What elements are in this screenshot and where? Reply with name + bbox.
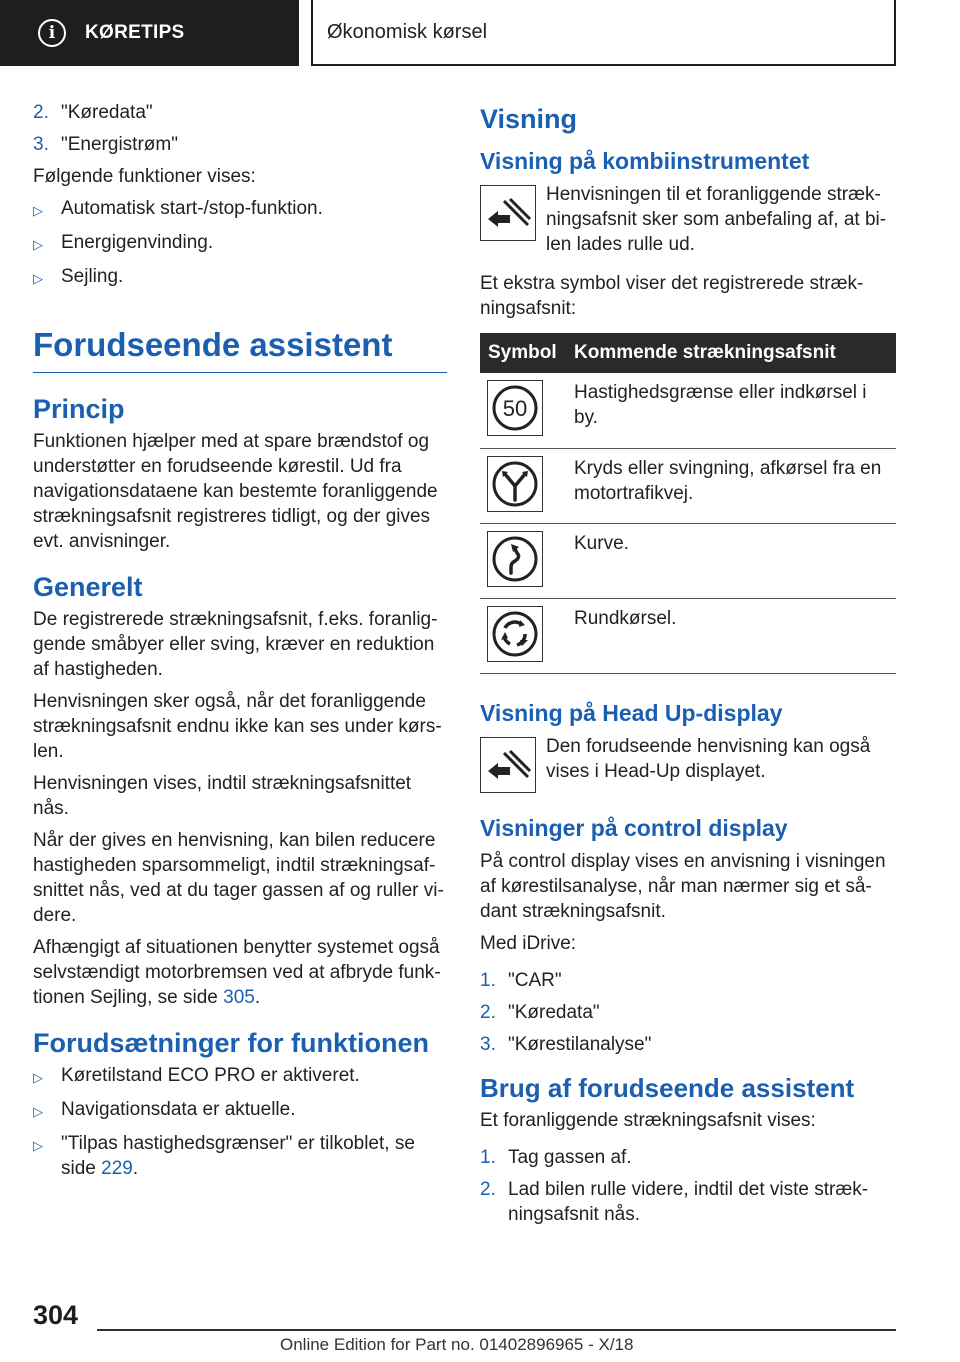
triangle-bullet-icon: ▷: [33, 1070, 43, 1085]
svg-text:50: 50: [502, 396, 528, 421]
table-header-symbol: Symbol: [480, 333, 566, 373]
list-item: 1. Tag gassen af.: [480, 1146, 632, 1168]
generelt-paragraph: Henvisningen sker også, når det foranliggende strækningsafsnit endnu ikke kan ses under kørslen.: [33, 691, 442, 762]
right-column: [480, 100, 896, 1234]
generelt-paragraph: De registrerede strækningsafsnit, f.eks. foranliggende småbyer eller sving, kræver en reduktion af hastigheden.: [33, 609, 438, 680]
roundabout-icon: [487, 606, 543, 662]
triangle-bullet-icon: ▷: [33, 1138, 43, 1153]
table-header-desc: Kommende strækningsafsnit: [566, 333, 896, 373]
list-item: 3. "Kørestilanalyse": [480, 1033, 652, 1055]
brug-heading: Brug af forudseende assistent: [480, 1072, 855, 1103]
triangle-bullet-icon: ▷: [33, 203, 43, 218]
idrive-intro: Med iDrive:: [480, 932, 577, 954]
extra-symbol-text: Et ekstra symbol viser det registrerede strækningsafsnit:: [480, 273, 864, 319]
list-item: 2. "Køredata": [33, 102, 153, 123]
footer-divider: [97, 1329, 896, 1331]
control-text: På control display vises en anvisning i visningen af kørestilsanalyse, når man nærmer sig et sådant strækningsafsnit.: [480, 850, 886, 922]
page-header: [0, 0, 960, 66]
list-item: 1. "CAR": [480, 969, 562, 991]
coasting-hint-icon: [480, 185, 536, 241]
curve-icon: [487, 531, 543, 587]
forudsaetninger-heading: Forudsætninger for funktionen: [33, 1028, 429, 1058]
bullet-item: ▷ Sejling.: [33, 264, 447, 291]
brug-intro: Et foranliggende strækningsafsnit vises:: [480, 1109, 816, 1131]
symbol-table: [480, 333, 896, 674]
triangle-bullet-icon: ▷: [33, 1104, 43, 1119]
table-row: 50 Hastighedsgrænse eller indkørsel i by.: [480, 373, 896, 448]
princip-heading: Princip: [33, 394, 125, 424]
info-icon: i: [38, 19, 66, 47]
kombi-heading: Visning på kombiinstrumentet: [480, 148, 810, 174]
bullet-item: ▷ Køretilstand ECO PRO er aktiveret.: [33, 1063, 447, 1090]
generelt-heading: Generelt: [33, 572, 143, 602]
control-heading: Visninger på control display: [480, 814, 788, 841]
generelt-paragraph: Når der gives en henvisning, kan bilen reducere hastigheden sparsommeligt, indtil strækningsafsnittet nås, ved at du tager gassen af og ruller videre.: [33, 830, 444, 926]
visning-heading: Visning: [480, 104, 578, 134]
section-heading: Forudseende assistent: [33, 324, 447, 373]
list-item: 2. "Køredata": [480, 1001, 600, 1023]
chapter-tab: [311, 0, 896, 66]
chapter-title: Økonomisk kørsel: [327, 20, 488, 43]
princip-text: Funktionen hjælper med at spare brændstof og understøtter en forudseende kørestil. Ud fra navigationsdataene kan bestemte foranliggende strækningsafsnit registreres tidligt, og der gives evt. anvisninger.: [33, 431, 438, 552]
bullet-item: ▷ Navigationsdata er aktuelle.: [33, 1097, 447, 1124]
triangle-bullet-icon: ▷: [33, 271, 43, 286]
generelt-paragraph: Afhængigt af situationen benytter systemet også selvstændigt motorbremsen ved at afbryde funktionen Sejling, se side 305.: [33, 937, 441, 1008]
page-link-305[interactable]: 305: [223, 987, 255, 1008]
bullet-item: ▷ Energigenvinding.: [33, 230, 447, 257]
list-item: 3. "Energistrøm": [33, 134, 178, 155]
page-number: 304: [33, 1300, 79, 1330]
section-label: KØRETIPS: [85, 22, 185, 43]
table-row: Kurve.: [480, 523, 896, 598]
table-row: Kryds eller svingning, afkørsel fra en motortrafikvej.: [480, 448, 896, 523]
junction-icon: [487, 456, 543, 512]
list-item: 2. Lad bilen rulle videre, indtil det viste strækningsafsnit nås.: [480, 1178, 869, 1225]
section-tab: [0, 0, 299, 66]
hud-note: Den forudseende henvisning kan også vises i Head-Up displayet.: [480, 734, 896, 793]
kombi-note: Henvisningen til et foranliggende strækningsafsnit sker som anbefaling af, at bilen lades rulle ud.: [480, 182, 896, 257]
bullet-item: ▷ "Tilpas hastighedsgrænser" er tilkoblet, se side 229.: [33, 1133, 415, 1179]
coasting-hint-icon: [480, 737, 536, 793]
page-link-229[interactable]: 229: [101, 1158, 133, 1179]
bullet-item: ▷ Automatisk start-/stop-funktion.: [33, 196, 447, 223]
hud-heading: Visning på Head Up-display: [480, 699, 783, 726]
functions-intro: Følgende funktioner vises:: [33, 166, 256, 187]
generelt-paragraph: Henvisningen vises, indtil strækningsafsnittet nås.: [33, 773, 412, 819]
table-row: Rundkørsel.: [480, 598, 896, 673]
edition-text: Online Edition for Part no. 01402896965 - X/18: [280, 1335, 634, 1354]
speed-limit-50-icon: [487, 380, 543, 436]
left-column: [33, 100, 447, 1188]
triangle-bullet-icon: ▷: [33, 237, 43, 252]
